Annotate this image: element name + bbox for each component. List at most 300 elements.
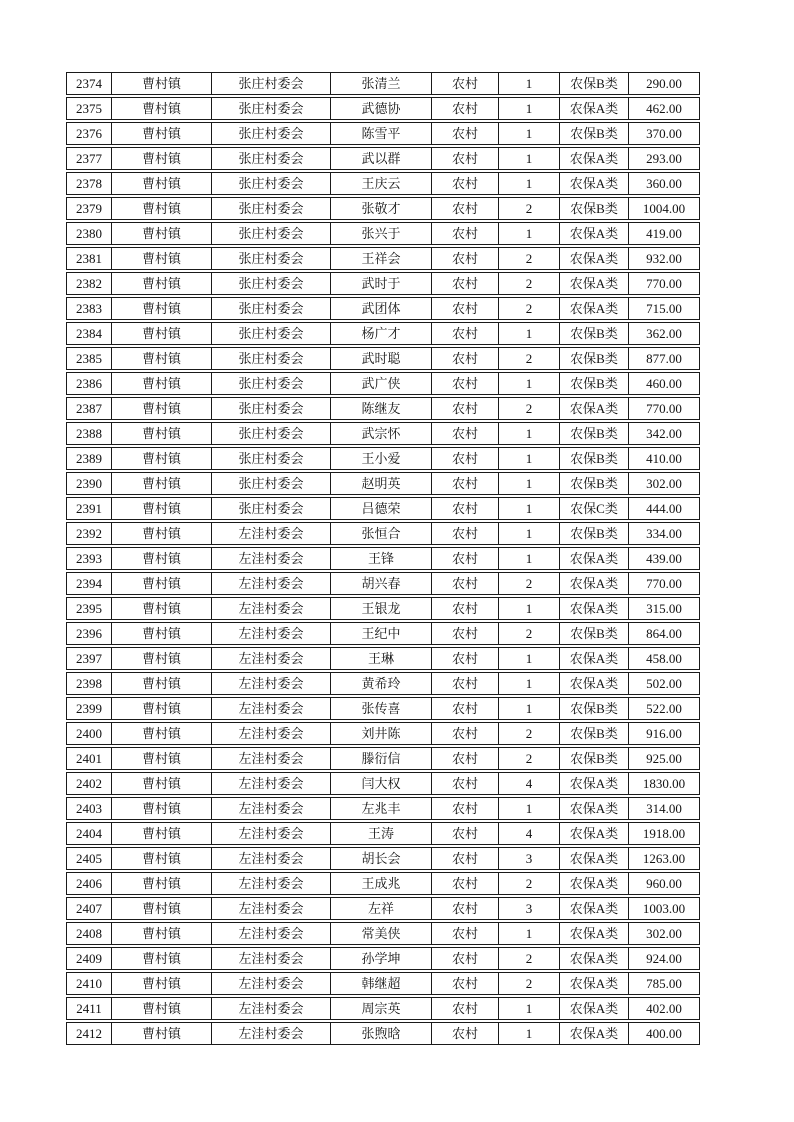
serial-number-cell: 2381 — [67, 248, 112, 269]
table-row — [66, 872, 700, 895]
amount-cell: 439.00 — [646, 551, 682, 566]
serial-number-cell: 2398 — [67, 673, 112, 694]
serial-number-cell: 2391 — [67, 498, 112, 519]
table-row — [66, 222, 700, 245]
person-name-cell: 滕衍信 — [331, 748, 432, 769]
amount-cell: 460.00 — [646, 376, 682, 391]
village-committee-cell: 左洼村委会 — [212, 723, 331, 744]
insurance-type-cell: 农保A类 — [560, 173, 629, 194]
amount-cell: 522.00 — [646, 701, 682, 716]
person-count-cell: 3 — [499, 848, 560, 869]
serial-number-cell: 2409 — [67, 948, 112, 969]
amount-cell: 342.00 — [646, 426, 682, 441]
person-count-cell: 2 — [499, 298, 560, 319]
town-cell: 曹村镇 — [112, 898, 212, 919]
town-cell: 曹村镇 — [112, 698, 212, 719]
amount-cell: 458.00 — [646, 651, 682, 666]
person-count-cell: 2 — [499, 248, 560, 269]
town-cell: 曹村镇 — [112, 723, 212, 744]
village-committee-cell: 左洼村委会 — [212, 923, 331, 944]
amount-cell: 770.00 — [646, 276, 682, 291]
category-cell: 农村 — [432, 148, 499, 169]
insurance-type-cell: 农保A类 — [560, 973, 629, 994]
insurance-type-cell: 农保A类 — [560, 598, 629, 619]
insurance-type-cell: 农保B类 — [560, 423, 629, 444]
person-count-cell: 1 — [499, 473, 560, 494]
person-count-cell: 1 — [499, 673, 560, 694]
person-count-cell: 1 — [499, 98, 560, 119]
person-name-cell: 王纪中 — [331, 623, 432, 644]
person-count-cell: 2 — [499, 973, 560, 994]
table-row — [66, 722, 700, 745]
table-row — [66, 372, 700, 395]
town-cell: 曹村镇 — [112, 523, 212, 544]
table-row — [66, 922, 700, 945]
person-count-cell: 1 — [499, 923, 560, 944]
person-name-cell: 张传喜 — [331, 698, 432, 719]
category-cell: 农村 — [432, 898, 499, 919]
amount-cell: 916.00 — [646, 726, 682, 741]
table-row — [66, 472, 700, 495]
amount-cell: 1918.00 — [642, 826, 686, 841]
amount-cell: 410.00 — [646, 451, 682, 466]
insurance-type-cell: 农保A类 — [560, 298, 629, 319]
person-name-cell: 武团体 — [331, 298, 432, 319]
amount-cell: 444.00 — [646, 501, 682, 516]
person-name-cell: 杨广才 — [331, 323, 432, 344]
amount-cell: 715.00 — [646, 301, 682, 316]
person-name-cell: 黄希玲 — [331, 673, 432, 694]
insurance-type-cell: 农保A类 — [560, 773, 629, 794]
serial-number-cell: 2380 — [67, 223, 112, 244]
person-name-cell: 王祥会 — [331, 248, 432, 269]
serial-number-cell: 2375 — [67, 98, 112, 119]
village-committee-cell: 张庄村委会 — [212, 273, 331, 294]
amount-cell: 1830.00 — [642, 776, 686, 791]
town-cell: 曹村镇 — [112, 823, 212, 844]
category-cell: 农村 — [432, 448, 499, 469]
amount-cell: 293.00 — [646, 151, 682, 166]
village-committee-cell: 张庄村委会 — [212, 123, 331, 144]
person-count-cell: 1 — [499, 648, 560, 669]
amount-cell: 960.00 — [646, 876, 682, 891]
category-cell: 农村 — [432, 498, 499, 519]
village-committee-cell: 张庄村委会 — [212, 498, 331, 519]
category-cell: 农村 — [432, 623, 499, 644]
table-row — [66, 572, 700, 595]
category-cell: 农村 — [432, 823, 499, 844]
town-cell: 曹村镇 — [112, 873, 212, 894]
person-count-cell: 1 — [499, 223, 560, 244]
town-cell: 曹村镇 — [112, 73, 212, 94]
village-committee-cell: 左洼村委会 — [212, 823, 331, 844]
village-committee-cell: 张庄村委会 — [212, 248, 331, 269]
person-count-cell: 1 — [499, 148, 560, 169]
person-count-cell: 2 — [499, 573, 560, 594]
town-cell: 曹村镇 — [112, 198, 212, 219]
insurance-type-cell: 农保B类 — [560, 748, 629, 769]
insurance-type-cell: 农保A类 — [560, 223, 629, 244]
person-name-cell: 胡兴春 — [331, 573, 432, 594]
table-row — [66, 197, 700, 220]
table-row — [66, 247, 700, 270]
village-committee-cell: 左洼村委会 — [212, 1023, 331, 1044]
insurance-type-cell: 农保A类 — [560, 273, 629, 294]
category-cell: 农村 — [432, 573, 499, 594]
serial-number-cell: 2389 — [67, 448, 112, 469]
village-committee-cell: 张庄村委会 — [212, 448, 331, 469]
insurance-type-cell: 农保B类 — [560, 123, 629, 144]
serial-number-cell: 2396 — [67, 623, 112, 644]
table-row — [66, 322, 700, 345]
town-cell: 曹村镇 — [112, 498, 212, 519]
village-committee-cell: 张庄村委会 — [212, 98, 331, 119]
insurance-type-cell: 农保B类 — [560, 448, 629, 469]
table-row — [66, 947, 700, 970]
category-cell: 农村 — [432, 648, 499, 669]
person-name-cell: 武广侠 — [331, 373, 432, 394]
person-name-cell: 张清兰 — [331, 73, 432, 94]
insurance-type-cell: 农保A类 — [560, 548, 629, 569]
serial-number-cell: 2406 — [67, 873, 112, 894]
person-name-cell: 韩继超 — [331, 973, 432, 994]
person-count-cell: 1 — [499, 1023, 560, 1044]
village-committee-cell: 张庄村委会 — [212, 373, 331, 394]
table-row — [66, 122, 700, 145]
category-cell: 农村 — [432, 848, 499, 869]
category-cell: 农村 — [432, 698, 499, 719]
person-count-cell: 2 — [499, 273, 560, 294]
insurance-type-cell: 农保A类 — [560, 98, 629, 119]
amount-cell: 302.00 — [646, 926, 682, 941]
person-name-cell: 武时于 — [331, 273, 432, 294]
town-cell: 曹村镇 — [112, 623, 212, 644]
person-name-cell: 武时聪 — [331, 348, 432, 369]
town-cell: 曹村镇 — [112, 373, 212, 394]
amount-cell: 302.00 — [646, 476, 682, 491]
insurance-type-cell: 农保B类 — [560, 323, 629, 344]
person-count-cell: 1 — [499, 698, 560, 719]
serial-number-cell: 2383 — [67, 298, 112, 319]
town-cell: 曹村镇 — [112, 123, 212, 144]
table-row — [66, 697, 700, 720]
table-row — [66, 522, 700, 545]
table-row — [66, 422, 700, 445]
insurance-type-cell: 农保A类 — [560, 898, 629, 919]
person-name-cell: 吕德荣 — [331, 498, 432, 519]
category-cell: 农村 — [432, 798, 499, 819]
person-count-cell: 2 — [499, 748, 560, 769]
village-committee-cell: 张庄村委会 — [212, 348, 331, 369]
table-row — [66, 272, 700, 295]
serial-number-cell: 2400 — [67, 723, 112, 744]
town-cell: 曹村镇 — [112, 398, 212, 419]
village-committee-cell: 张庄村委会 — [212, 223, 331, 244]
insurance-type-cell: 农保B类 — [560, 623, 629, 644]
table-row — [66, 822, 700, 845]
insurance-type-cell: 农保B类 — [560, 373, 629, 394]
person-count-cell: 2 — [499, 198, 560, 219]
table-row — [66, 972, 700, 995]
amount-cell: 314.00 — [646, 801, 682, 816]
category-cell: 农村 — [432, 273, 499, 294]
village-committee-cell: 左洼村委会 — [212, 573, 331, 594]
person-count-cell: 1 — [499, 448, 560, 469]
village-committee-cell: 张庄村委会 — [212, 298, 331, 319]
amount-cell: 370.00 — [646, 126, 682, 141]
person-name-cell: 王银龙 — [331, 598, 432, 619]
person-name-cell: 武宗怀 — [331, 423, 432, 444]
serial-number-cell: 2386 — [67, 373, 112, 394]
table-row — [66, 847, 700, 870]
village-committee-cell: 左洼村委会 — [212, 523, 331, 544]
town-cell: 曹村镇 — [112, 348, 212, 369]
village-committee-cell: 张庄村委会 — [212, 148, 331, 169]
village-committee-cell: 左洼村委会 — [212, 598, 331, 619]
town-cell: 曹村镇 — [112, 323, 212, 344]
table-row — [66, 347, 700, 370]
amount-cell: 402.00 — [646, 1001, 682, 1016]
person-name-cell: 常美侠 — [331, 923, 432, 944]
table-row — [66, 672, 700, 695]
person-name-cell: 王庆云 — [331, 173, 432, 194]
amount-cell: 1263.00 — [642, 851, 686, 866]
person-count-cell: 4 — [499, 773, 560, 794]
category-cell: 农村 — [432, 323, 499, 344]
serial-number-cell: 2385 — [67, 348, 112, 369]
town-cell: 曹村镇 — [112, 223, 212, 244]
category-cell: 农村 — [432, 998, 499, 1019]
serial-number-cell: 2404 — [67, 823, 112, 844]
person-count-cell: 2 — [499, 948, 560, 969]
category-cell: 农村 — [432, 773, 499, 794]
town-cell: 曹村镇 — [112, 298, 212, 319]
insurance-type-cell: 农保B类 — [560, 198, 629, 219]
town-cell: 曹村镇 — [112, 448, 212, 469]
amount-cell: 770.00 — [646, 576, 682, 591]
category-cell: 农村 — [432, 123, 499, 144]
village-committee-cell: 左洼村委会 — [212, 673, 331, 694]
serial-number-cell: 2394 — [67, 573, 112, 594]
table-row — [66, 622, 700, 645]
person-name-cell: 王成兆 — [331, 873, 432, 894]
serial-number-cell: 2393 — [67, 548, 112, 569]
category-cell: 农村 — [432, 373, 499, 394]
town-cell: 曹村镇 — [112, 998, 212, 1019]
person-count-cell: 1 — [499, 73, 560, 94]
person-name-cell: 王锋 — [331, 548, 432, 569]
table-row — [66, 897, 700, 920]
amount-cell: 400.00 — [646, 1026, 682, 1041]
person-name-cell: 闫大权 — [331, 773, 432, 794]
insurance-type-cell: 农保B类 — [560, 73, 629, 94]
serial-number-cell: 2397 — [67, 648, 112, 669]
table-row — [66, 797, 700, 820]
village-committee-cell: 左洼村委会 — [212, 648, 331, 669]
insurance-type-cell: 农保A类 — [560, 648, 629, 669]
town-cell: 曹村镇 — [112, 798, 212, 819]
category-cell: 农村 — [432, 673, 499, 694]
table-row — [66, 647, 700, 670]
person-count-cell: 1 — [499, 598, 560, 619]
village-committee-cell: 左洼村委会 — [212, 773, 331, 794]
serial-number-cell: 2399 — [67, 698, 112, 719]
insurance-type-cell: 农保A类 — [560, 873, 629, 894]
town-cell: 曹村镇 — [112, 573, 212, 594]
serial-number-cell: 2379 — [67, 198, 112, 219]
village-committee-cell: 左洼村委会 — [212, 748, 331, 769]
amount-cell: 462.00 — [646, 101, 682, 116]
category-cell: 农村 — [432, 723, 499, 744]
category-cell: 农村 — [432, 873, 499, 894]
serial-number-cell: 2388 — [67, 423, 112, 444]
category-cell: 农村 — [432, 523, 499, 544]
serial-number-cell: 2408 — [67, 923, 112, 944]
village-committee-cell: 张庄村委会 — [212, 398, 331, 419]
person-name-cell: 孙学坤 — [331, 948, 432, 969]
town-cell: 曹村镇 — [112, 973, 212, 994]
category-cell: 农村 — [432, 98, 499, 119]
person-count-cell: 1 — [499, 423, 560, 444]
village-committee-cell: 左洼村委会 — [212, 548, 331, 569]
village-committee-cell: 左洼村委会 — [212, 623, 331, 644]
amount-cell: 1004.00 — [642, 201, 686, 216]
amount-cell: 362.00 — [646, 326, 682, 341]
table-row — [66, 997, 700, 1020]
table-row — [66, 497, 700, 520]
person-count-cell: 1 — [499, 323, 560, 344]
insurance-type-cell: 农保B类 — [560, 523, 629, 544]
category-cell: 农村 — [432, 423, 499, 444]
serial-number-cell: 2382 — [67, 273, 112, 294]
village-committee-cell: 左洼村委会 — [212, 898, 331, 919]
insurance-type-cell: 农保A类 — [560, 1023, 629, 1044]
person-count-cell: 1 — [499, 548, 560, 569]
serial-number-cell: 2374 — [67, 73, 112, 94]
insurance-type-cell: 农保A类 — [560, 398, 629, 419]
table-row — [66, 172, 700, 195]
serial-number-cell: 2376 — [67, 123, 112, 144]
serial-number-cell: 2384 — [67, 323, 112, 344]
amount-cell: 419.00 — [646, 226, 682, 241]
village-committee-cell: 左洼村委会 — [212, 798, 331, 819]
serial-number-cell: 2411 — [67, 998, 112, 1019]
amount-cell: 877.00 — [646, 351, 682, 366]
person-count-cell: 2 — [499, 723, 560, 744]
insurance-type-cell: 农保B类 — [560, 698, 629, 719]
table-row — [66, 1022, 700, 1045]
town-cell: 曹村镇 — [112, 548, 212, 569]
village-committee-cell: 张庄村委会 — [212, 323, 331, 344]
category-cell: 农村 — [432, 298, 499, 319]
town-cell: 曹村镇 — [112, 748, 212, 769]
person-name-cell: 王小爱 — [331, 448, 432, 469]
amount-cell: 1003.00 — [642, 901, 686, 916]
category-cell: 农村 — [432, 348, 499, 369]
person-name-cell: 张敬才 — [331, 198, 432, 219]
person-name-cell: 张煦晗 — [331, 1023, 432, 1044]
amount-cell: 864.00 — [646, 626, 682, 641]
person-name-cell: 胡长会 — [331, 848, 432, 869]
person-name-cell: 陈雪平 — [331, 123, 432, 144]
village-committee-cell: 张庄村委会 — [212, 173, 331, 194]
village-committee-cell: 张庄村委会 — [212, 73, 331, 94]
category-cell: 农村 — [432, 473, 499, 494]
person-name-cell: 赵明英 — [331, 473, 432, 494]
town-cell: 曹村镇 — [112, 248, 212, 269]
person-name-cell: 武德协 — [331, 98, 432, 119]
person-count-cell: 3 — [499, 898, 560, 919]
person-name-cell: 张恒合 — [331, 523, 432, 544]
amount-cell: 290.00 — [646, 76, 682, 91]
insurance-type-cell: 农保B类 — [560, 348, 629, 369]
person-count-cell: 1 — [499, 523, 560, 544]
person-count-cell: 1 — [499, 498, 560, 519]
person-count-cell: 2 — [499, 873, 560, 894]
person-count-cell: 1 — [499, 123, 560, 144]
amount-cell: 315.00 — [646, 601, 682, 616]
table-row — [66, 447, 700, 470]
person-name-cell: 武以群 — [331, 148, 432, 169]
amount-cell: 334.00 — [646, 526, 682, 541]
serial-number-cell: 2403 — [67, 798, 112, 819]
table-row — [66, 397, 700, 420]
insurance-type-cell: 农保B类 — [560, 473, 629, 494]
person-count-cell: 2 — [499, 348, 560, 369]
insurance-type-cell: 农保A类 — [560, 673, 629, 694]
serial-number-cell: 2402 — [67, 773, 112, 794]
insurance-type-cell: 农保C类 — [560, 498, 629, 519]
serial-number-cell: 2395 — [67, 598, 112, 619]
person-name-cell: 左兆丰 — [331, 798, 432, 819]
person-name-cell: 王琳 — [331, 648, 432, 669]
person-count-cell: 4 — [499, 823, 560, 844]
insurance-type-cell: 农保A类 — [560, 848, 629, 869]
serial-number-cell: 2410 — [67, 973, 112, 994]
person-name-cell: 王涛 — [331, 823, 432, 844]
insurance-type-cell: 农保A类 — [560, 798, 629, 819]
category-cell: 农村 — [432, 198, 499, 219]
person-count-cell: 1 — [499, 798, 560, 819]
table-row — [66, 597, 700, 620]
serial-number-cell: 2412 — [67, 1023, 112, 1044]
amount-cell: 924.00 — [646, 951, 682, 966]
town-cell: 曹村镇 — [112, 473, 212, 494]
town-cell: 曹村镇 — [112, 1023, 212, 1044]
village-committee-cell: 左洼村委会 — [212, 973, 331, 994]
insurance-type-cell: 农保A类 — [560, 148, 629, 169]
table-row — [66, 547, 700, 570]
village-committee-cell: 左洼村委会 — [212, 873, 331, 894]
amount-cell: 925.00 — [646, 751, 682, 766]
town-cell: 曹村镇 — [112, 948, 212, 969]
serial-number-cell: 2387 — [67, 398, 112, 419]
village-committee-cell: 左洼村委会 — [212, 948, 331, 969]
table-row — [66, 72, 700, 95]
person-count-cell: 1 — [499, 373, 560, 394]
village-committee-cell: 张庄村委会 — [212, 198, 331, 219]
category-cell: 农村 — [432, 173, 499, 194]
person-count-cell: 2 — [499, 398, 560, 419]
town-cell: 曹村镇 — [112, 148, 212, 169]
insurance-type-cell: 农保A类 — [560, 998, 629, 1019]
village-committee-cell: 张庄村委会 — [212, 423, 331, 444]
person-name-cell: 左祥 — [331, 898, 432, 919]
town-cell: 曹村镇 — [112, 98, 212, 119]
category-cell: 农村 — [432, 948, 499, 969]
amount-cell: 785.00 — [646, 976, 682, 991]
category-cell: 农村 — [432, 398, 499, 419]
